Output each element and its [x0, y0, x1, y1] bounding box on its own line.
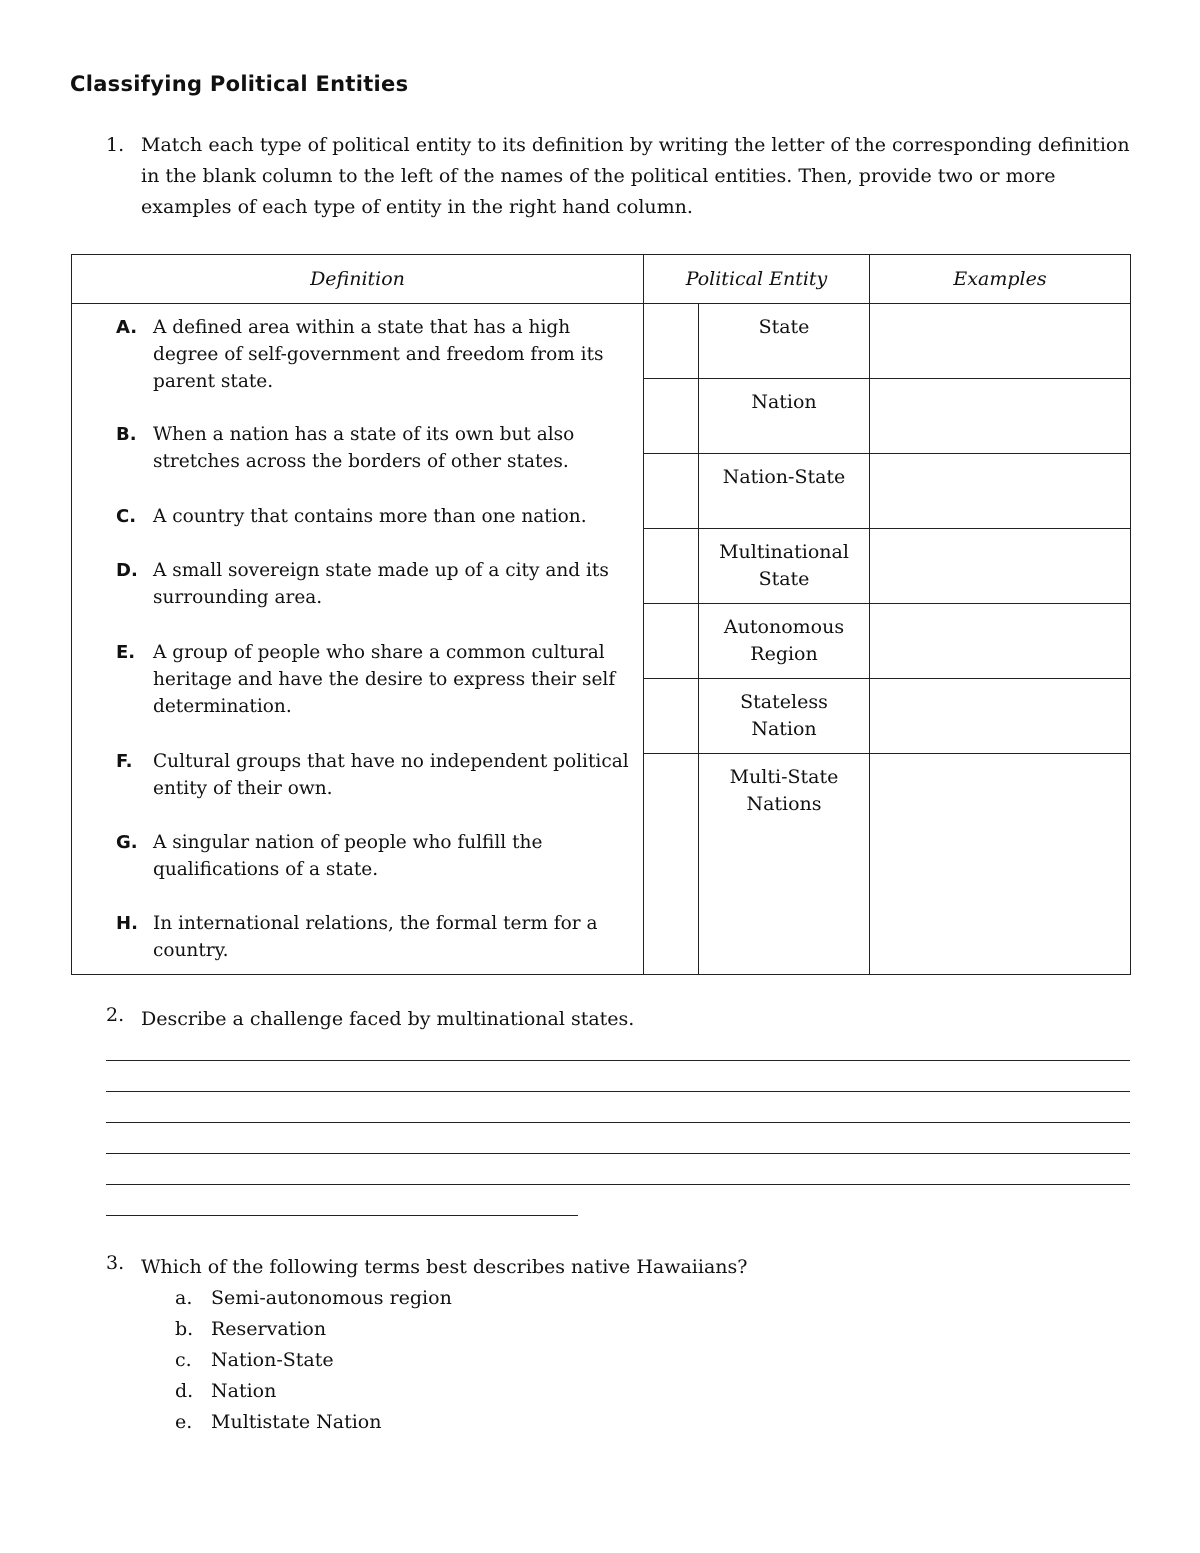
answer-line[interactable] [106, 1184, 1130, 1185]
answer-blank-nation-state[interactable] [644, 454, 699, 529]
question-1-number: 1. [106, 134, 125, 156]
answer-blank-state[interactable] [644, 304, 699, 379]
entity-label: Nation-State [722, 466, 846, 488]
entity-label: Autonomous [723, 616, 845, 638]
question-3-text: Which of the following terms best describes native Hawaiians? [141, 1256, 748, 1278]
definition-letter: D. [116, 560, 138, 581]
entity-label-line2: State [758, 568, 810, 590]
examples-cell-state[interactable] [870, 304, 1131, 379]
definition-b [116, 421, 635, 475]
answer-blank-multinational-state[interactable] [644, 529, 699, 604]
option-text: Nation-State [211, 1349, 334, 1371]
entity-state [699, 304, 870, 379]
option-letter: d. [175, 1380, 194, 1402]
option-letter: e. [175, 1411, 193, 1433]
examples-header: Examples [870, 255, 1131, 304]
definition-text: A small sovereign state made up of a city and its surrounding area. [153, 560, 609, 608]
table-header-row [72, 255, 1131, 304]
entity-autonomous-region [699, 604, 870, 679]
entity-label-line2: Nations [746, 793, 822, 815]
definition-letter: E. [116, 642, 136, 663]
definition-d [116, 557, 635, 611]
option-letter: a. [175, 1287, 193, 1309]
definition-letter: F. [116, 751, 133, 772]
definition-text: Cultural groups that have no independent political entity of their own. [153, 751, 629, 799]
matching-table [71, 254, 1131, 975]
option-letter: c. [175, 1349, 192, 1371]
political-entity-header: Political Entity [644, 255, 870, 304]
definition-e [116, 639, 635, 720]
answer-line[interactable] [106, 1122, 1130, 1123]
definition-letter: G. [116, 832, 138, 853]
examples-cell-nation[interactable] [870, 379, 1131, 454]
option-letter: b. [175, 1318, 194, 1340]
entity-label: Multinational [719, 541, 849, 563]
definition-text: A singular nation of people who fulfill the qualifications of a state. [153, 832, 543, 880]
definition-text: A defined area within a state that has a high degree of self-government and freedom from its parent state. [153, 317, 604, 392]
definition-text: In international relations, the formal term for a country. [153, 913, 598, 961]
definition-letter: C. [116, 506, 137, 527]
examples-cell-multi-state-nations[interactable] [870, 754, 1131, 975]
examples-cell-stateless-nation[interactable] [870, 679, 1131, 754]
answer-line[interactable] [106, 1153, 1130, 1154]
table-row [72, 304, 1131, 379]
entity-multinational-state [699, 529, 870, 604]
option-text: Reservation [211, 1318, 327, 1340]
entity-label: State [758, 316, 810, 338]
definition-text: A group of people who share a common cultural heritage and have the desire to express their self determination. [153, 642, 616, 717]
definition-h [116, 910, 635, 964]
entity-label: Multi-State [729, 766, 839, 788]
definition-c [116, 503, 635, 530]
entity-label-line2: Nation [751, 718, 817, 740]
answer-blank-stateless-nation[interactable] [644, 679, 699, 754]
definition-letter: H. [116, 913, 138, 934]
entity-multi-state-nations [699, 754, 870, 975]
entity-nation-state [699, 454, 870, 529]
question-2-number: 2. [106, 1004, 125, 1026]
question-3-number: 3. [106, 1252, 125, 1274]
answer-line[interactable] [106, 1060, 1130, 1061]
examples-cell-multinational-state[interactable] [870, 529, 1131, 604]
definition-letter: B. [116, 424, 137, 445]
examples-cell-autonomous-region[interactable] [870, 604, 1131, 679]
answer-line[interactable] [106, 1215, 578, 1216]
answer-blank-autonomous-region[interactable] [644, 604, 699, 679]
answer-line[interactable] [106, 1091, 1130, 1092]
question-2-text: Describe a challenge faced by multinational states. [141, 1008, 635, 1030]
page-title: Classifying Political Entities [70, 72, 409, 96]
question-1-text: Match each type of political entity to its definition by writing the letter of the corresponding definition in the blank column to the left of the names of the political entities. Then, provide two or more examples of each type of entity in the right hand column. [141, 134, 1130, 218]
definition-letter: A. [116, 317, 138, 338]
entity-stateless-nation [699, 679, 870, 754]
definitions-cell [72, 304, 644, 975]
definition-f [116, 748, 635, 802]
definition-text: When a nation has a state of its own but also stretches across the borders of other states. [153, 424, 575, 472]
definition-text: A country that contains more than one nation. [153, 506, 587, 527]
definition-g [116, 829, 635, 883]
definition-header: Definition [72, 255, 644, 304]
entity-nation [699, 379, 870, 454]
entity-label: Stateless [740, 691, 828, 713]
option-text: Nation [211, 1380, 277, 1402]
entity-label-line2: Region [750, 643, 818, 665]
examples-cell-nation-state[interactable] [870, 454, 1131, 529]
answer-blank-multi-state-nations[interactable] [644, 754, 699, 975]
definition-a [116, 314, 635, 395]
entity-label: Nation [751, 391, 817, 413]
option-text: Semi-autonomous region [211, 1287, 452, 1309]
answer-blank-nation[interactable] [644, 379, 699, 454]
option-text: Multistate Nation [211, 1411, 382, 1433]
